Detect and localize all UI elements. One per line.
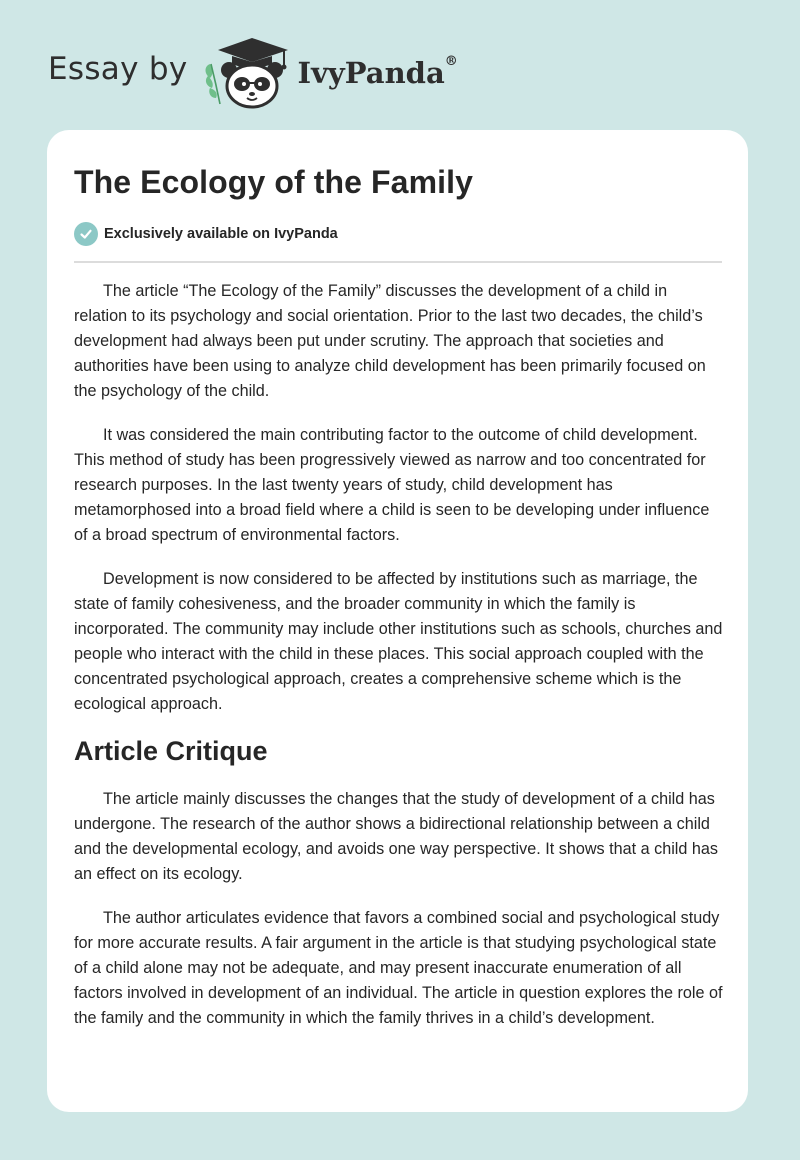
brand-name-text: IvyPanda [297,56,445,90]
badge-text: Exclusively available on IvyPanda [104,226,338,242]
panda-logo-icon[interactable] [202,34,294,110]
paragraph: The article mainly discusses the changes that the study of development of a child has undergone. The research of the author shows a bidirectional relationship between a child and the developmental ecology, and avoids one way perspective. It shows that a child has an effect on its ecology. [74,790,718,883]
section-heading: Article Critique [74,736,268,766]
page-title: The Ecology of the Family [74,164,473,200]
paragraph: The author articulates evidence that favors a combined social and psychological study for more accurate results. A fair argument in the article is that studying psychological state of a child alone may not be adequate, and may present inaccurate enumeration of all factors involved in development of an individual. The article in question explores the role of the family and the community in which the family thrives in a child’s development. [74,909,723,1027]
paragraph: The article “The Ecology of the Family” discusses the development of a child in relation to its psychology and social orientation. Prior to the last two decades, the child’s development had always been put under scrutiny. The approach that societies and authorities have been using to analyze child development has been primarily focused on the psychology of the child. [74,282,706,400]
essay-card [47,130,748,1112]
paragraph: It was considered the main contributing factor to the outcome of child development. This method of study has been progressively viewed as narrow and too concentrated for research purposes. In the last twenty years of study, child development has metamorphosed into a broad field where a child is seen to be developing under influence of a broad spectrum of environmental factors. [74,426,710,544]
site-header [48,34,508,110]
essay-by-label: Essay by [48,51,188,87]
title-divider [74,261,722,263]
brand-name[interactable] [298,56,458,90]
paragraph: Development is now considered to be affected by institutions such as marriage, the state of family cohesiveness, and the broader community in which the family is incorporated. The community may include other institutions such as schools, churches and people who interact with the child in these places. This social approach coupled with the concentrated psychological approach, creates a comprehensive scheme which is the ecological approach. [74,570,723,713]
check-icon [74,222,98,246]
article-body [74,279,724,1050]
registered-mark: ® [444,54,458,69]
exclusive-badge [74,222,338,246]
